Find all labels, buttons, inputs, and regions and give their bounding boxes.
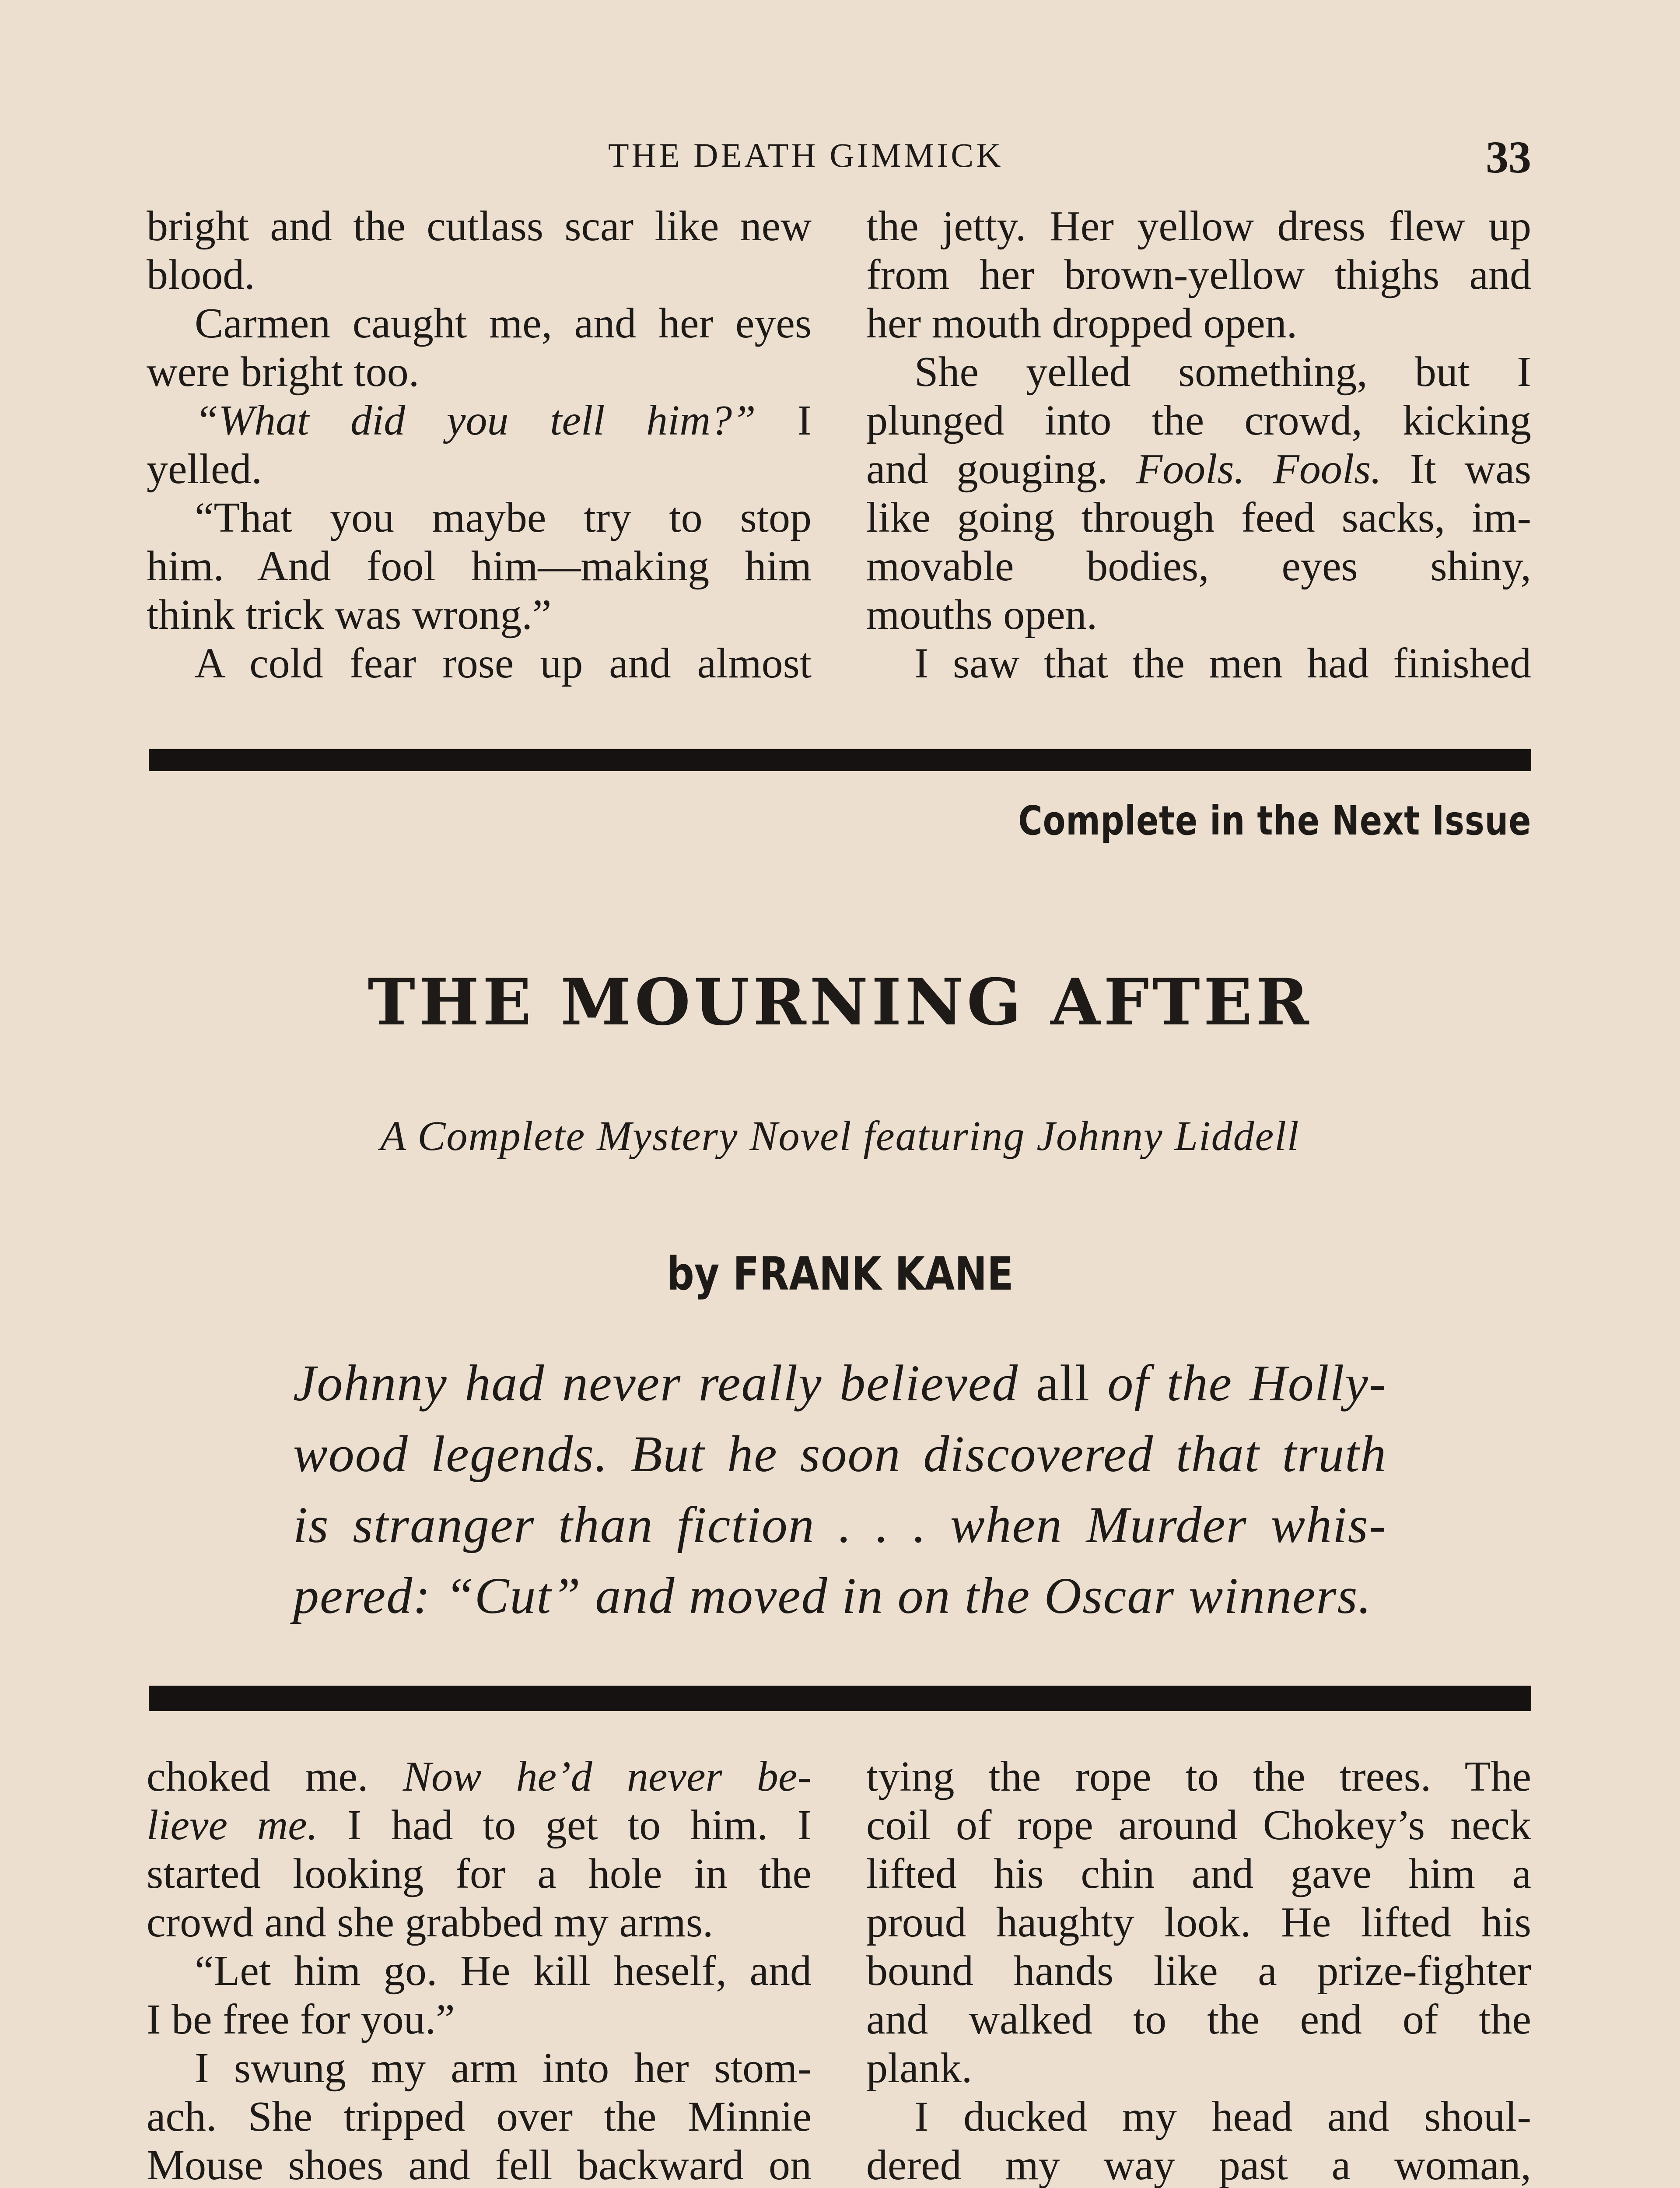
text-line: yelled. bbox=[147, 445, 262, 493]
top-left-column bbox=[147, 202, 812, 688]
text-line: him. And fool him—making him bbox=[147, 543, 812, 590]
next-issue-label: Complete in the Next Issue bbox=[1018, 797, 1531, 844]
text-line: Carmen caught me, and her eyes bbox=[195, 300, 812, 347]
bottom-left-column bbox=[147, 1753, 812, 2188]
top-right-column bbox=[866, 202, 1531, 688]
text-line: proud haughty look. He lifted his bbox=[866, 1899, 1531, 1946]
blurb-line: pered: “Cut” and moved in on the Oscar winners. bbox=[293, 1567, 1372, 1624]
italic-text: Fools. Fools. bbox=[1136, 445, 1382, 493]
text-line: tying the rope to the trees. The bbox=[866, 1753, 1531, 1800]
blurb-line: is stranger than fiction . . . when Murder whis- bbox=[293, 1496, 1387, 1553]
blurb-fragment: of the Holly- bbox=[1107, 1354, 1387, 1412]
text-line: plunged into the crowd, kicking bbox=[866, 397, 1531, 444]
story-blurb bbox=[293, 1348, 1387, 1631]
text-line: like going through feed sacks, im- bbox=[866, 494, 1531, 541]
text-line: and walked to the end of the bbox=[866, 1996, 1531, 2043]
text-fragment: and gouging. bbox=[866, 445, 1108, 493]
text-line: I ducked my head and shoul- bbox=[914, 2093, 1531, 2140]
text-line: ach. She tripped over the Minnie bbox=[147, 2093, 812, 2140]
page-number: 33 bbox=[1486, 132, 1531, 182]
text-line: think trick was wrong.” bbox=[147, 591, 552, 638]
text-line: dered my way past a woman, bbox=[866, 2142, 1531, 2188]
text-fragment: choked me. bbox=[147, 1753, 368, 1800]
text-line: mouths open. bbox=[866, 591, 1098, 638]
blurb-fragment: Johnny had never really believed bbox=[293, 1354, 1019, 1412]
text-line bbox=[866, 445, 1531, 494]
bottom-right-column bbox=[866, 1753, 1531, 2188]
text-fragment: It was bbox=[1410, 445, 1532, 493]
blurb-line bbox=[293, 1348, 1387, 1419]
author-byline: by FRANK KANE bbox=[666, 1247, 1014, 1301]
text-line: bound hands like a prize-fighter bbox=[866, 1947, 1531, 1995]
text-line: the jetty. Her yellow dress flew up bbox=[866, 203, 1531, 250]
text-line: I be free for you.” bbox=[147, 1996, 455, 2043]
text-line: lifted his chin and gave him a bbox=[866, 1850, 1531, 1897]
text-line: movable bodies, eyes shiny, bbox=[866, 543, 1531, 590]
text-line: I saw that the men had finished bbox=[914, 640, 1531, 687]
bottom-divider-rule bbox=[149, 1686, 1531, 1711]
text-line bbox=[147, 396, 812, 445]
blurb-fragment: all bbox=[1036, 1354, 1090, 1412]
text-line: “That you maybe try to stop bbox=[195, 494, 812, 541]
italic-text: lieve me. bbox=[147, 1802, 318, 1849]
blurb-line: wood legends. But he soon discovered that truth bbox=[293, 1425, 1387, 1483]
text-line: started looking for a hole in the bbox=[147, 1850, 812, 1897]
text-line: Mouse shoes and fell backward on bbox=[147, 2142, 812, 2188]
story-subtitle: A Complete Mystery Novel featuring Johnny Liddell bbox=[380, 1112, 1300, 1159]
text-fragment: I had to get to him. I bbox=[347, 1802, 812, 1849]
italic-text: Now he’d never be- bbox=[402, 1753, 812, 1800]
story-title: THE MOURNING AFTER bbox=[368, 965, 1312, 1040]
text-line: plank. bbox=[866, 2044, 973, 2092]
text-fragment: I bbox=[797, 397, 812, 444]
top-divider-rule bbox=[149, 749, 1531, 771]
text-line: her mouth dropped open. bbox=[866, 300, 1298, 347]
text-line: I swung my arm into her stom- bbox=[195, 2044, 812, 2092]
running-title: THE DEATH GIMMICK bbox=[608, 136, 1004, 174]
italic-dialogue: “What did you tell him?” bbox=[195, 397, 756, 444]
running-head bbox=[0, 131, 1680, 188]
text-line: A cold fear rose up and almost bbox=[195, 640, 812, 687]
text-line: were bright too. bbox=[147, 348, 420, 396]
text-line: bright and the cutlass scar like new bbox=[147, 203, 812, 250]
text-line: “Let him go. He kill heself, and bbox=[195, 1947, 812, 1995]
text-line: coil of rope around Chokey’s neck bbox=[866, 1802, 1531, 1849]
text-line bbox=[147, 1801, 812, 1850]
text-line: crowd and she grabbed my arms. bbox=[147, 1899, 714, 1946]
text-line: from her brown-yellow thighs and bbox=[866, 251, 1531, 298]
text-line bbox=[147, 1753, 812, 1801]
text-line: She yelled something, but I bbox=[914, 348, 1531, 396]
text-line: blood. bbox=[147, 251, 255, 298]
